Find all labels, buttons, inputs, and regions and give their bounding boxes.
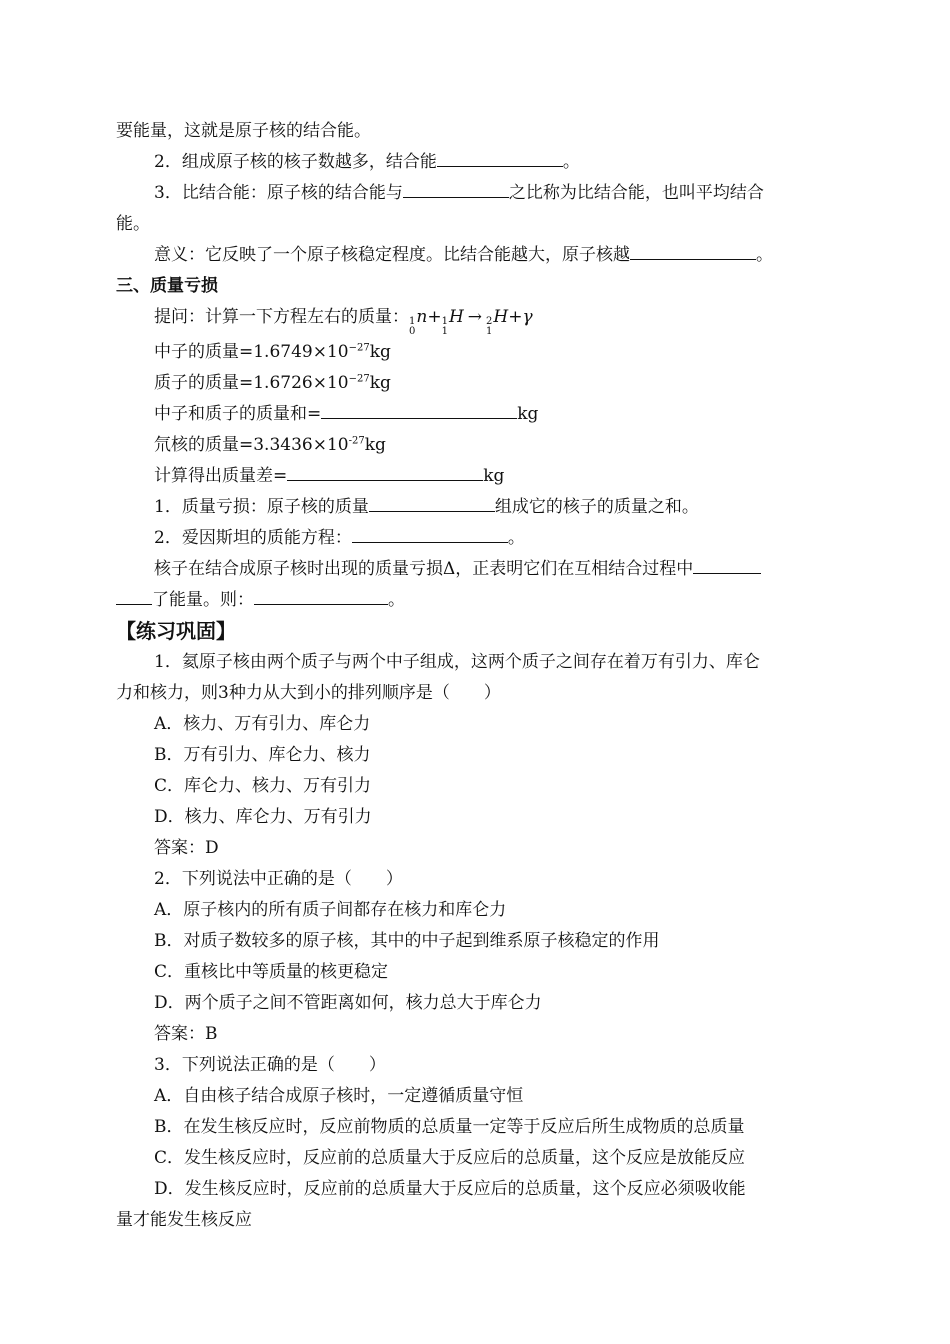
question-1-stem: 1．氦原子核由两个质子与两个中子组成，这两个质子之间存在着万有引力、库仑 bbox=[154, 652, 760, 672]
question-2-answer: 答案：B bbox=[154, 1024, 218, 1044]
fill-blank[interactable] bbox=[287, 462, 483, 481]
mass-difference: 计算得出质量差= kg bbox=[116, 461, 836, 492]
question-3-option: B．在发生核反应时，反应前物质的总质量一定等于反应后所生成物质的总质量 bbox=[154, 1117, 745, 1137]
practice-heading: 【练习巩固】 bbox=[116, 619, 236, 643]
fill-blank[interactable] bbox=[369, 493, 495, 512]
item-binding-energy-trend: 2．组成原子核的核子数越多，结合能 。 bbox=[116, 147, 836, 178]
fill-blank[interactable] bbox=[693, 555, 761, 574]
question-1-option: D．核力、库仑力、万有引力 bbox=[154, 807, 372, 827]
question-2-option: B．对质子数较多的原子核，其中的中子起到维系原子核稳定的作用 bbox=[154, 931, 660, 951]
paragraph-binding-energy-cont: 要能量，这就是原子核的结合能。 bbox=[116, 121, 371, 141]
fill-blank[interactable] bbox=[630, 241, 756, 260]
fill-blank[interactable] bbox=[403, 179, 509, 198]
fill-blank[interactable] bbox=[437, 148, 563, 167]
question-2-option: C．重核比中等质量的核更稳定 bbox=[154, 962, 389, 982]
neutron-mass: 中子的质量$=1.6749\times 10^{-27}kg$ bbox=[154, 342, 391, 362]
mass-sum: 中子和质子的质量和= kg bbox=[116, 399, 836, 430]
fill-blank[interactable] bbox=[352, 524, 508, 543]
question-1-stem-cont: 力和核力，则3种力从大到小的排列顺序是（ ） bbox=[116, 683, 501, 703]
question-1-option: B．万有引力、库仑力、核力 bbox=[154, 745, 371, 765]
nucleon-binding: 核子在结合成原子核时出现的质量亏损Δ，正表明它们在互相结合过程中 bbox=[116, 554, 836, 585]
item-specific-binding-energy: 3．比结合能：原子核的结合能与 之比称为比结合能，也叫平均结合 bbox=[116, 178, 836, 209]
item-meaning: 意义：它反映了一个原子核稳定程度。比结合能越大，原子核越 。 bbox=[116, 240, 836, 271]
question-3-stem: 3．下列说法正确的是（ ） bbox=[154, 1055, 386, 1075]
proton-mass: 质子的质量$=1.6726\times 10^{-27}kg$ bbox=[154, 373, 391, 393]
einstein-equation: 2．爱因斯坦的质能方程： 。 bbox=[116, 523, 836, 554]
question-3-option: A．自由核子结合成原子核时，一定遵循质量守恒 bbox=[154, 1086, 524, 1106]
fill-blank[interactable] bbox=[321, 400, 517, 419]
fill-blank[interactable] bbox=[254, 586, 388, 605]
nuclear-equation: 1 0 n+ 1 1 H → 2 1 H+γ bbox=[409, 307, 533, 337]
item-specific-binding-energy-cont: 能。 bbox=[116, 214, 150, 234]
deuteron-mass: 氘核的质量$=3.3436\times 10^{-27}kg$ bbox=[154, 435, 386, 455]
mass-defect-definition: 1．质量亏损：原子核的质量 组成它的核子的质量之和。 bbox=[116, 492, 836, 523]
question-2-option: A．原子核内的所有质子间都存在核力和库仑力 bbox=[154, 900, 507, 920]
question-3-option: D．发生核反应时，反应前的总质量大于反应后的总质量，这个反应必须吸收能 bbox=[154, 1179, 746, 1199]
document-body bbox=[116, 116, 836, 1236]
question-3-option-cont: 量才能发生核反应 bbox=[116, 1210, 252, 1230]
question-1-answer: 答案：D bbox=[154, 838, 219, 858]
question-equation: 提问：计算一下方程左右的质量： 1 0 n+ 1 1 H → 2 1 H+γ bbox=[154, 307, 533, 337]
question-3-option: C．发生核反应时，反应前的总质量大于反应后的总质量，这个反应是放能反应 bbox=[154, 1148, 746, 1168]
nucleon-binding-cont: 了能量。则： 。 bbox=[116, 585, 836, 616]
question-1-option: A．核力、万有引力、库仑力 bbox=[154, 714, 371, 734]
question-1-option: C．库仑力、核力、万有引力 bbox=[154, 776, 372, 796]
question-2-option: D．两个质子之间不管距离如何，核力总大于库仑力 bbox=[154, 993, 542, 1013]
question-2-stem: 2．下列说法中正确的是（ ） bbox=[154, 869, 403, 889]
section-heading-mass-defect: 三、质量亏损 bbox=[116, 276, 218, 296]
fill-blank[interactable] bbox=[116, 586, 152, 605]
